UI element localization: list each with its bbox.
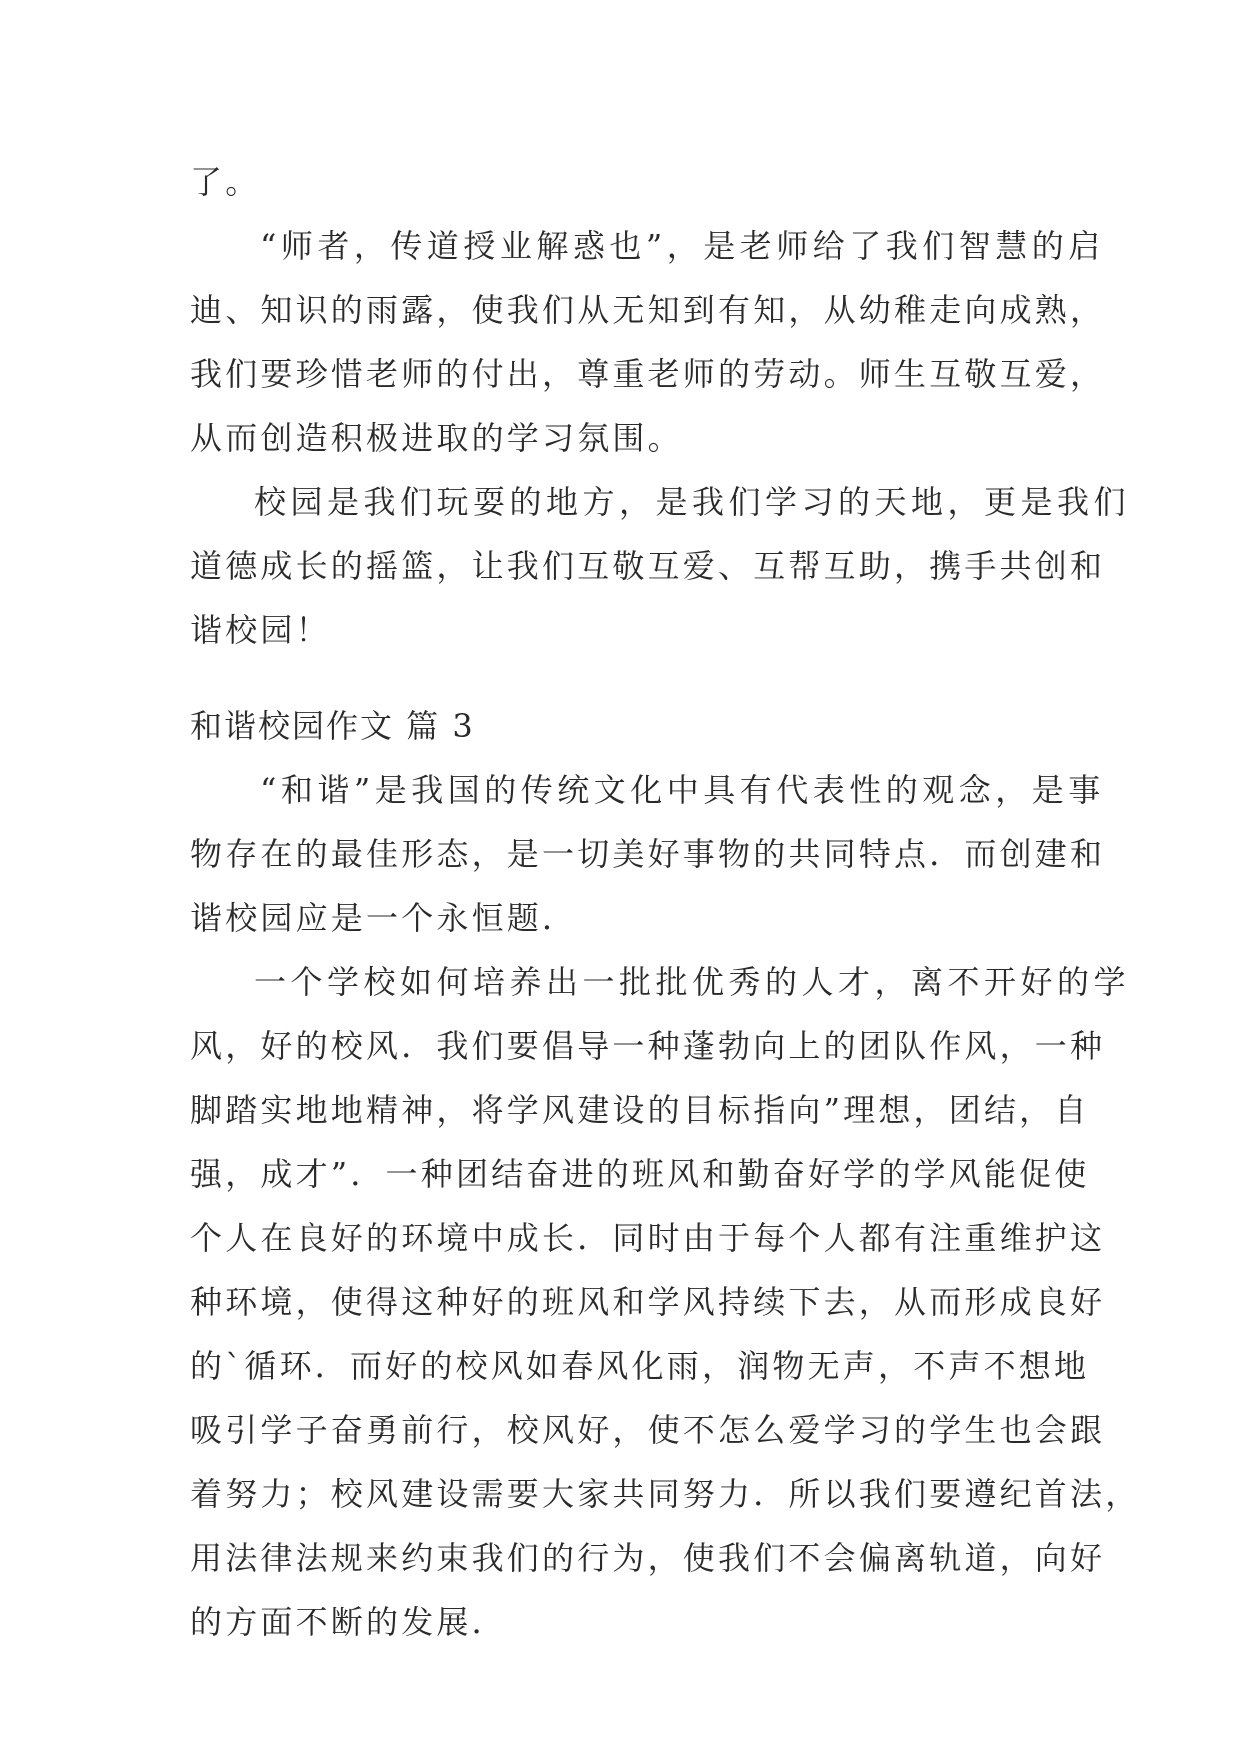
paragraph-line: “师者，传道授业解惑也”，是老师给了我们智慧的启 [260, 227, 1105, 265]
paragraph-line: 谐校园！ [190, 611, 331, 649]
section-title: 和谐校园作文 篇 3 [190, 707, 475, 745]
paragraph-line: 脚踏实地地精神，将学风建设的目标指向”理想，团结，自 [190, 1091, 1090, 1129]
paragraph-line: 吸引学子奋勇前行，校风好，使不怎么爱学习的学生也会跟 [190, 1411, 1106, 1449]
paragraph-line: 我们要珍惜老师的付出，尊重老师的劳动。师生互敬互爱， [190, 355, 1106, 393]
paragraph-line: 物存在的最佳形态，是一切美好事物的共同特点．而创建和 [190, 835, 1106, 873]
paragraph-line: 一个学校如何培养出一批批优秀的人才，离不开好的学 [254, 963, 1131, 1001]
paragraph-line: 从而创造积极进取的学习氛围。 [190, 419, 683, 457]
paragraph-line: 风，好的校风．我们要倡导一种蓬勃向上的团队作风，一种 [190, 1027, 1106, 1065]
paragraph-line: 道德成长的摇篮，让我们互敬互爱、互帮互助，携手共创和 [190, 547, 1106, 585]
paragraph-line: 用法律法规来约束我们的行为，使我们不会偏离轨道，向好 [190, 1539, 1106, 1577]
paragraph-line: “和谐”是我国的传统文化中具有代表性的观念，是事 [260, 771, 1105, 809]
paragraph-line: 的方面不断的发展． [190, 1603, 507, 1641]
paragraph-line: 了。 [190, 163, 261, 201]
paragraph-line: 种环境，使得这种好的班风和学风持续下去，从而形成良好 [190, 1283, 1106, 1321]
paragraph-line: 校园是我们玩耍的地方，是我们学习的天地，更是我们 [254, 483, 1131, 521]
paragraph-line: 谐校园应是一个永恒题． [190, 899, 578, 937]
paragraph-line: 个人在良好的环境中成长．同时由于每个人都有注重维护这 [190, 1219, 1106, 1257]
paragraph-line: 着努力；校风建设需要大家共同努力．所以我们要遵纪首法， [190, 1475, 1141, 1513]
paragraph-line: 的`循环．而好的校风如春风化雨，润物无声，不声不想地 [190, 1347, 1090, 1385]
paragraph-line: 迪、知识的雨露，使我们从无知到有知，从幼稚走向成熟， [190, 291, 1106, 329]
paragraph-line: 强，成才”．一种团结奋进的班风和勤奋好学的学风能促使 [190, 1155, 1090, 1193]
